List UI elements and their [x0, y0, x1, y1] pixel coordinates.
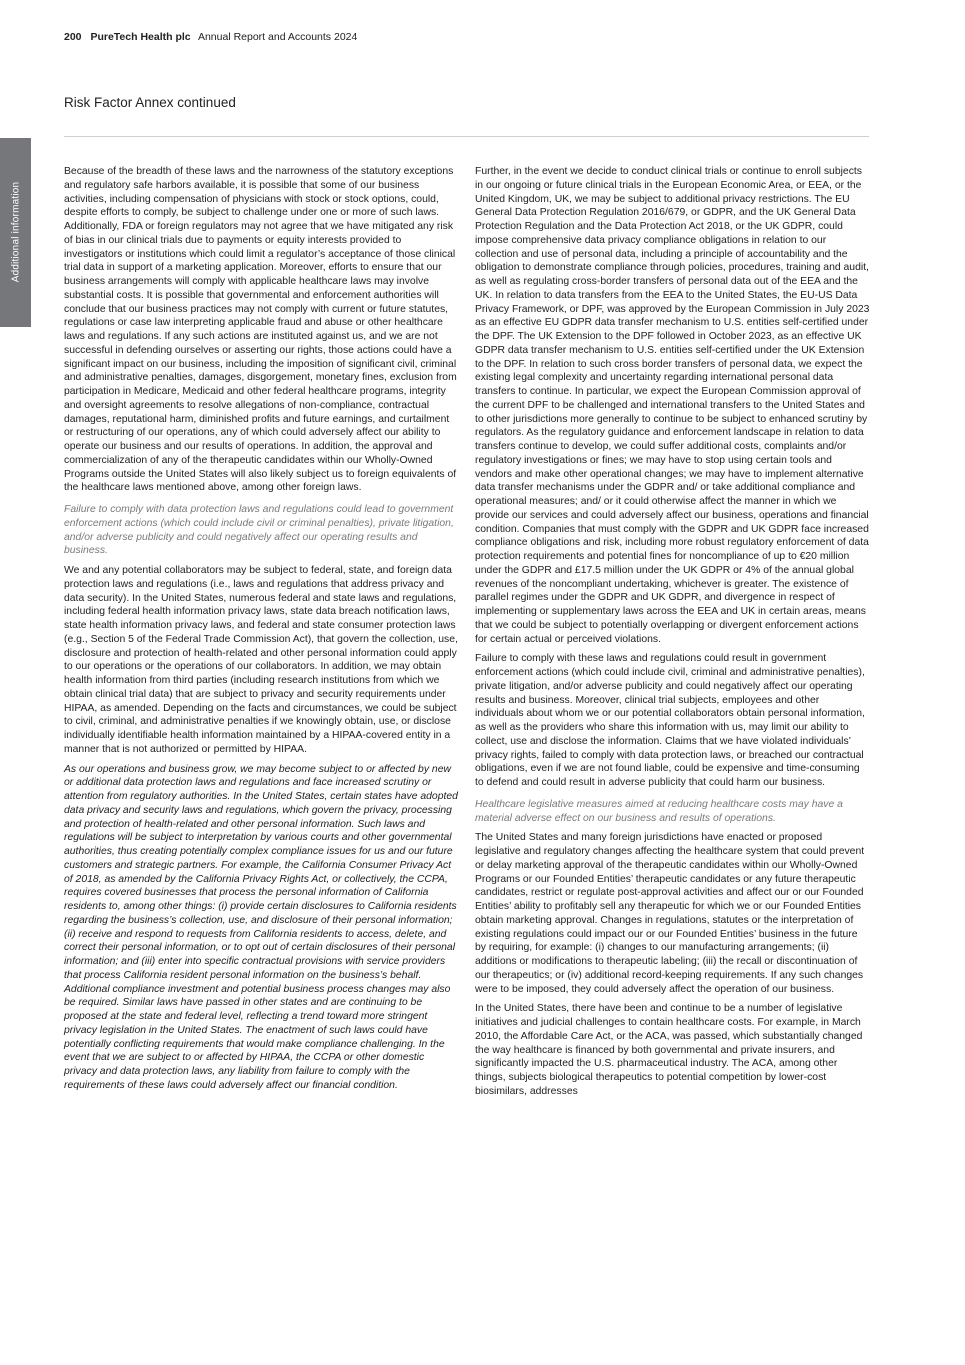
left-column: [64, 165, 459, 1099]
side-tab[interactable]: [0, 138, 31, 327]
header-divider: [64, 136, 869, 137]
paragraph: The United States and many foreign jurisdictions have enacted or proposed legislative and regulatory changes affecting the healthcare system that could prevent or delay marketing approval of the therapeutic candidates within our Wholly-Owned Programs or our Founded Entities’ therapeutic candidates or any future therapeutic candidates, restrict or regulate post-approval activities and affect our or our Founded Entities’ ability to profitably sell any therapeutic for which we or our Founded Entities obtain marketing approval. Changes in regulations, statutes or the interpretation of existing regulations could impact our or our Founded Entities’ business in the future by requiring, for example: (i) changes to our manufacturing arrangements; (ii) additions or modifications to therapeutic labeling; (iii) the recall or discontinuation of our therapeutics; or (iv) additional record-keeping requirements. If any such changes were to be imposed, they could adversely affect the operation of our business.: [475, 832, 865, 995]
paragraph: Because of the breadth of these laws and the narrowness of the statutory exceptions and regulatory safe harbors available, it is possible that some of our business activities, including compensation of physicians with stock or stock options, could, despite efforts to comply, be subject to challenge under one or more of such laws. Additionally, FDA or foreign regulators may not agree that we have mitigated any risk of bias in our clinical trials due to payments or equity interests provided to investigators or institutions which could limit a regulator’s acceptance of those clinical trial data in support of a marketing application. Moreover, efforts to ensure that our business arrangements will comply with applicable healthcare laws may involve substantial costs. It is possible that governmental and enforcement authorities will conclude that our business practices may not comply with current or future statutes, regulations or case law interpreting applicable fraud and abuse or other healthcare laws and regulations. If any such actions are instituted against us, and we are not successful in defending ourselves or asserting our rights, those actions could have a significant impact on our business, including the imposition of significant civil, criminal and administrative penalties, damages, disgorgement, monetary fines, exclusion from participation in Medicare, Medicaid and other federal healthcare programs, integrity and oversight agreements to resolve allegations of non-compliance, contractual damages, reputational harm, diminished profits and future earnings, and curtailment or restructuring of our operations, any of which could adversely affect our ability to operate our business and our results of operations. In addition, the approval and commercialization of any of the therapeutic candidates within our Wholly-Owned Programs outside the United States will also likely subject us to foreign equivalents of the healthcare laws mentioned above, among other foreign laws.: [64, 166, 457, 494]
paragraph: Further, in the event we decide to conduct clinical trials or continue to enroll subjects in our ongoing or future clinical trials in the European Economic Area, or EEA, or the United Kingdom, UK, we may be subject to additional privacy restrictions. The EU General Data Protection Regulation 2016/679, or GDPR, and the UK General Data Protection Regulation and the Data Protection Act 2018, or the UK GDPR, could impose comprehensive data privacy compliance obligations in relation to our collection and use of personal data, including a principle of accountability and the obligation to demonstrate compliance through policies, procedures, training and audit, as well as regulating cross-border transfers of personal data out of the EEA and the UK. In relation to data transfers from the EEA to the United States, the EU-US Data Privacy Framework, or DPF, was approved by the European Commission in July 2023 as an effective EU GDPR data transfer mechanism to U.S. entities self-certified under the DPF. The UK Extension to the DPF followed in October 2023, as an effective UK GDPR data transfer mechanism to U.S. entities self-certified under the UK Extension to the DPF. In relation to such cross border transfers of personal data, we expect the existing legal complexity and uncertainty regarding international personal data transfers to continue. In particular, we expect the European Commission approval of the current DPF to be challenged and international transfers to the United States and to other jurisdictions more generally to continue to be subject to enhanced scrutiny by regulators. As the regulatory guidance and enforcement landscape in relation to data transfers continue to develop, we could suffer additional costs, complaints and/or regulatory investigations or fines; we may have to stop using certain tools and vendors and make other operational changes; we may have to implement alternative data transfer mechanisms under the GDPR and/ or take additional compliance and operational measures; and/ or it could otherwise affect the manner in which we provide our services and could adversely affect our business, operations and financial condition. Companies that must comply with the GDPR and UK GDPR face increased compliance obligations and risk, including more robust regulatory enforcement of data protection requirements and potential fines for noncompliance of up to €20 million under the GDPR and £17.5 million under the UK GDPR or 4% of the annual global revenues of the noncompliant undertaking, whichever is greater. The existence of parallel regimes under the GDPR and UK GDPR, and divergence in respect of implementing or supplementary laws across the EEA and UK in certain areas, means that we could be subject to potentially overlapping or divergent enforcement actions for certain actual or perceived violations.: [475, 166, 870, 645]
page-header: [64, 31, 357, 43]
section-title: Risk Factor Annex continued: [64, 95, 236, 110]
risk-subheading: Failure to comply with data protection laws and regulations could lead to government enforcement actions (which could include civil or criminal penalties), private litigation, and/or adverse publicity and could negatively affect our operating results and business.: [64, 504, 454, 557]
paragraph: Failure to comply with these laws and regulations could result in government enforcement actions (which could include civil, criminal and administrative penalties), private litigation, and/or adverse publicity and could negatively affect our operating results and business. Moreover, clinical trial subjects, employees and other individuals about whom we or our potential collaborators obtain personal information, as well as the providers who share this information with us, may limit our ability to collect, use and disclose the information. Claims that we have violated individuals’ privacy rights, failed to comply with data protection laws, or breached our contractual obligations, even if we are not found liable, could be expensive and time-consuming to defend and could result in adverse publicity that could harm our business.: [475, 653, 865, 788]
paragraph: We and any potential collaborators may be subject to federal, state, and foreign data protection laws and regulations (i.e., laws and regulations that address privacy and data security). In the United States, numerous federal and state laws and regulations, including federal health information privacy laws, state data breach notification laws, state health information privacy laws, and federal and state consumer protection laws (e.g., Section 5 of the Federal Trade Commission Act), that govern the collection, use, disclosure and protection of health-related and other personal information could apply to our operations or the operations of our collaborators. In addition, we may obtain health information from third parties (including research institutions from which we obtain clinical trial data) that are subject to privacy and security requirements under HIPAA, as amended. Depending on the facts and circumstances, we could be subject to civil, criminal, and administrative penalties if we knowingly obtain, use, or disclose individually identifiable health information maintained by a HIPAA-covered entity in a manner that is not authorized or permitted by HIPAA.: [64, 565, 458, 755]
paragraph-italic: As our operations and business grow, we may become subject to or affected by new or additional data protection laws and regulations and face increased scrutiny or attention from regulatory authorities. In the United States, certain states have adopted data privacy and security laws and regulations, which govern the privacy, processing and protection of health-related and other personal information. Such laws and regulations will be subject to interpretation by various courts and other governmental authorities, thus creating potentially complex compliance issues for us and our future customers and strategic partners. For example, the California Consumer Privacy Act of 2018, as amended by the California Privacy Rights Act, or collectively, the CCPA, requires covered businesses that process the personal information of California residents to, among other things: (i) provide certain disclosures to California residents regarding the business’s collection, use, and disclosure of their personal information; (ii) receive and respond to requests from California residents to access, delete, and correct their personal information, or to opt out of certain disclosures of their personal information; and (iii) enter into specific contractual provisions with service providers that process California resident personal information on the business’s behalf. Additional compliance investment and potential business process changes may also be required. Similar laws have passed in other states and are continuing to be proposed at the state and federal level, reflecting a trend toward more stringent privacy legislation in the United States. The enactment of such laws could have potentially conflicting requirements that would make compliance challenging. In the event that we are subject to or affected by HIPAA, the CCPA or other domestic privacy and data protection laws, any liability from failure to comply with the requirements of these laws could adversely affect our financial condition.: [64, 763, 458, 1091]
right-column: [475, 165, 870, 1105]
side-tab-label: Additional information: [10, 181, 22, 283]
company-name: PureTech Health plc: [90, 31, 191, 43]
page-number: 200: [64, 31, 82, 43]
risk-subheading: Healthcare legislative measures aimed at reducing healthcare costs may have a material adverse effect on our business and results of operations.: [475, 798, 843, 824]
paragraph: In the United States, there have been and continue to be a number of legislative initiatives and judicial challenges to contain healthcare costs. For example, in March 2010, the Affordable Care Act, or the ACA, was passed, which substantially changed the way healthcare is financed by both governmental and private insurers, and significantly impacted the U.S. pharmaceutical industry. The ACA, among other things, subjects biological therapeutics to potential competition by lower-cost biosimilars, addresses: [475, 1003, 863, 1097]
publication-title: Annual Report and Accounts 2024: [197, 31, 358, 43]
